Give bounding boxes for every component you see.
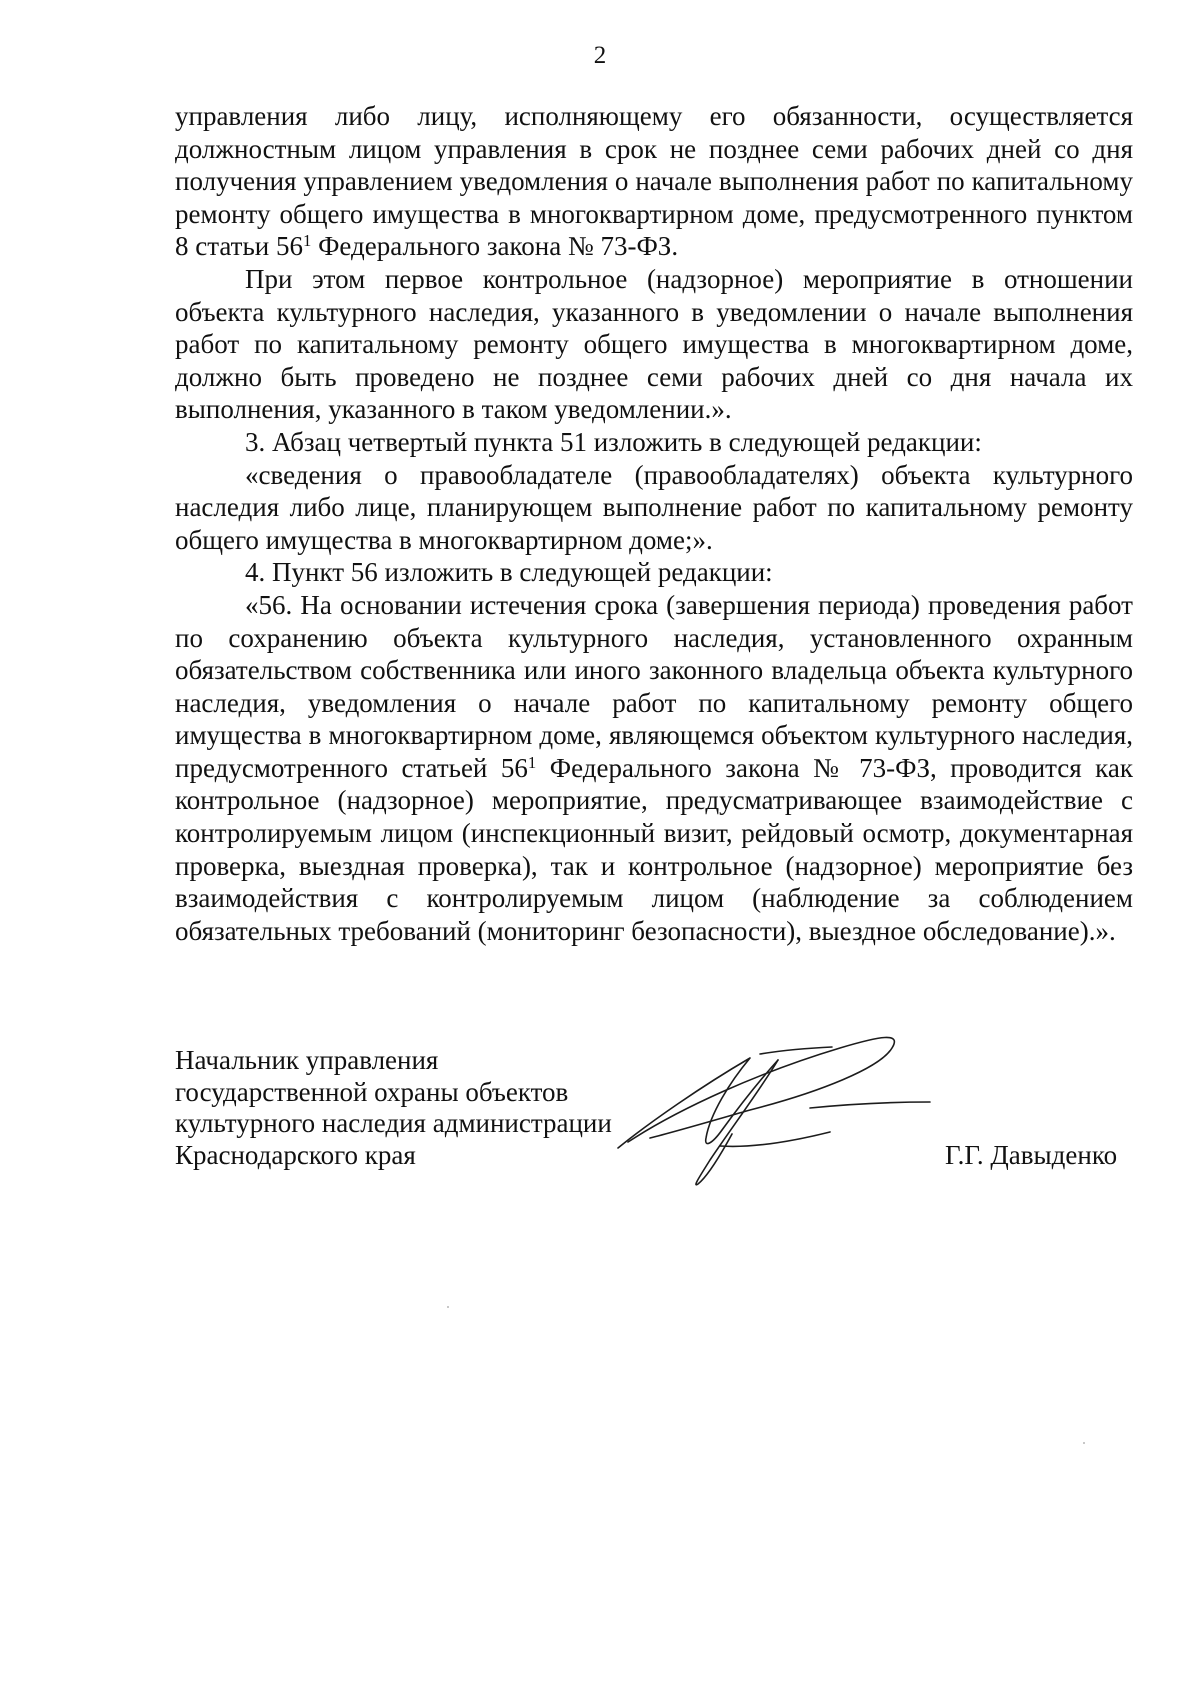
page-number: 2	[593, 42, 607, 69]
signatory-title-line: Краснодарского края	[175, 1139, 416, 1170]
paragraph-amendment-3: 3. Абзац четвертый пункта 51 изложить в следующей редакции:	[245, 426, 982, 457]
paragraph-text: управления либо лицу, исполняющему его обязанности, осуществляется должностным лицом управления в срок не позднее семи рабочих дней со дня получения управлением уведомления о начале выполнения работ по капитальному ремонту общего имущества в многоквартирном доме, предусмотренного пунктом 8 статьи 56	[175, 101, 1133, 262]
paragraph-amendment-4: 4. Пункт 56 изложить в следующей редакции:	[245, 557, 773, 588]
paragraph-first-control-event: При этом первое контрольное (надзорное) мероприятие в отношении объекта культурного наследия, указанного в уведомлении о начале выполнения работ по капитальному ремонту общего имущества в многоквартирном доме, должно быть проведено не позднее семи рабочих дней со дня начала их выполнения, указанного в таком уведомлении.».	[175, 263, 1133, 425]
scan-artifact	[1083, 1442, 1085, 1444]
superscript: 1	[527, 752, 537, 772]
paragraph-text: Федерального закона № 73-ФЗ, проводится как контрольное (надзорное) мероприятие, предусматривающее взаимодействие с контролируемым лицом (инспекционный визит, рейдовый осмотр, документарная проверка, выездная проверка), так и контрольное (надзорное) мероприятие без взаимодействия с контролируемым лицом (наблюдение за соблюдением обязательных требований (мониторинг безопасности), выездное обследование).».	[175, 752, 1133, 946]
signatory-title-line: культурного наследия администрации	[175, 1108, 612, 1138]
handwritten-signature	[610, 1020, 970, 1210]
signatory-title-line: Начальник управления	[175, 1045, 439, 1075]
paragraph-text: «56. На основании истечения срока (завершения периода) проведения работ по сохранению объекта культурного наследия, установленного охранным обязательством собственника или иного законного владельца объекта культурного наследия, уведомления о начале работ по капитальному ремонту общего имущества в многоквартирном доме, являющемся объектом культурного наследия, предусмотренного статьей 56	[175, 589, 1133, 783]
signature-stroke	[810, 1102, 930, 1108]
scan-artifact	[447, 1306, 449, 1308]
signatory-title-line: государственной охраны объектов	[175, 1076, 569, 1107]
paragraph-continuation	[175, 100, 1133, 263]
signature-stroke	[720, 1132, 830, 1146]
paragraph-text: Федерального закона № 73-ФЗ.	[311, 231, 679, 262]
paragraph-amendment-4-text	[175, 589, 1133, 948]
signature-stroke	[760, 1047, 832, 1054]
signatory-name: Г.Г. Давыденко	[945, 1140, 1118, 1170]
document-body	[175, 100, 1133, 947]
paragraph-amendment-3-text: «сведения о правообладателе (правообладателях) объекта культурного наследия либо лице, планирующем выполнение работ по капитальному ремонту общего имущества в многоквартирном доме;».	[175, 459, 1133, 555]
signatory-title	[175, 1045, 612, 1171]
superscript: 1	[302, 231, 312, 251]
